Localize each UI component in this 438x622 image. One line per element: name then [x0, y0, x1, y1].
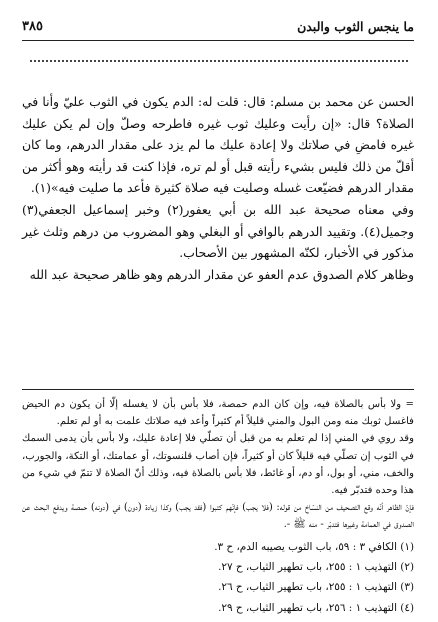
paragraph: وظاهر كلام الصدوق عدم العفو عن مقدار الدرهم وهو ظاهر صحيحة عبد الله: [29, 267, 414, 282]
reference-item: (٢) التهذيب ١ : ٢٥٥، باب تطهير الثياب، ح ٢٧.: [218, 560, 414, 573]
paragraph: وفي معناه صحيحة عبد الله بن أبي يعفور(٢) وخبر إسماعيل الجعفي(٣) وجميل(٤). وتقييد الدرهم بالوافي أو البغلي وهو المضروب من درهم وثلث غير مذكور في الأخبار، لكنّه المشهور بين الأصحاب.: [22, 202, 414, 261]
reference-list: [22, 537, 414, 618]
running-header: [22, 14, 414, 41]
reference-item: (٤) التهذيب ١ : ٢٥٦، باب تطهير الثياب، ح ٢٩.: [218, 601, 414, 614]
footnote-divider: [22, 389, 414, 390]
reference-item: (١) الكافي ٣ : ٥٩، باب الثوب يصيبه الدم، ح ٣.: [214, 540, 414, 553]
page-number: ٣٨٥: [22, 18, 43, 34]
reference-item: (٣) التهذيب ١ : ٢٥٥، باب تطهير الثياب، ح ٢٦.: [218, 581, 414, 594]
footnote-text: = ولا بأس بالصلاة فيه، وإن كان الدم حمصة، فلا بأس بأن لا يغسله إلّا أن يكون دم الحيض فاغسل ثوبك منه ومن البول والمني قليلاً أم كثيراً وأعد فيه صلاتك علمت به أو لم تعلم.: [22, 399, 414, 428]
footnotes: [22, 396, 414, 618]
chapter-title: ما ينجس الثوب والبدن: [297, 18, 414, 34]
main-text: [22, 92, 414, 286]
dotted-separator: [30, 60, 408, 62]
paragraph: الحسن عن محمد بن مسلم: قال: قلت له: الدم يكون في الثوب عليّ وأنا في الصلاة؟ قال: «إن رأيت وعليك ثوب غيره فاطرحه وصلّ وإن لم يكن عليك غيره فامضِ في صلاتك ولا إعادة عليك ما لم يزد على مقدار الدرهم، وما كان أقلّ من ذلك فليس بشيء رأيته قبل أو لم تره، فإذا كنت قد رأيته وهو أكثر من مقدار الدرهم فضيّعت غسله وصليت فيه صلاة كثيرة فأعد ما صليت فيه»(١).: [22, 95, 414, 196]
footnote-text: فإنّ الظاهر أنّه وقع التصحيف من النسّاخ من قوله: (فلا يجب) فإنّهم كتبوا (فقد يجب) وكذا زيادة (دون) في (دونه) حمصة ويدفع البحث عن الصدوق في العمامة وغيرها فتدبّر - منه ﷺ -.: [22, 502, 414, 531]
footnote-text: وقد روي في المني إذا لم تعلم به من قبل أن تصلّي فلا إعادة عليك، ولا بأس بأن يدمى السمك في الثوب إن تصلّي فيه قليلاً كان أو كثيراً، فإن أصاب قلنسوتك، أو عمامتك، أو التكة، والجورب، والخف، مني، أو بول، أو دم، أو غائط، فلا بأس بالصلاة فيه، وذلك أنّ الصلاة لا تتمّ في شيء من هذا وحده فتدبّر فيه.: [22, 433, 414, 497]
